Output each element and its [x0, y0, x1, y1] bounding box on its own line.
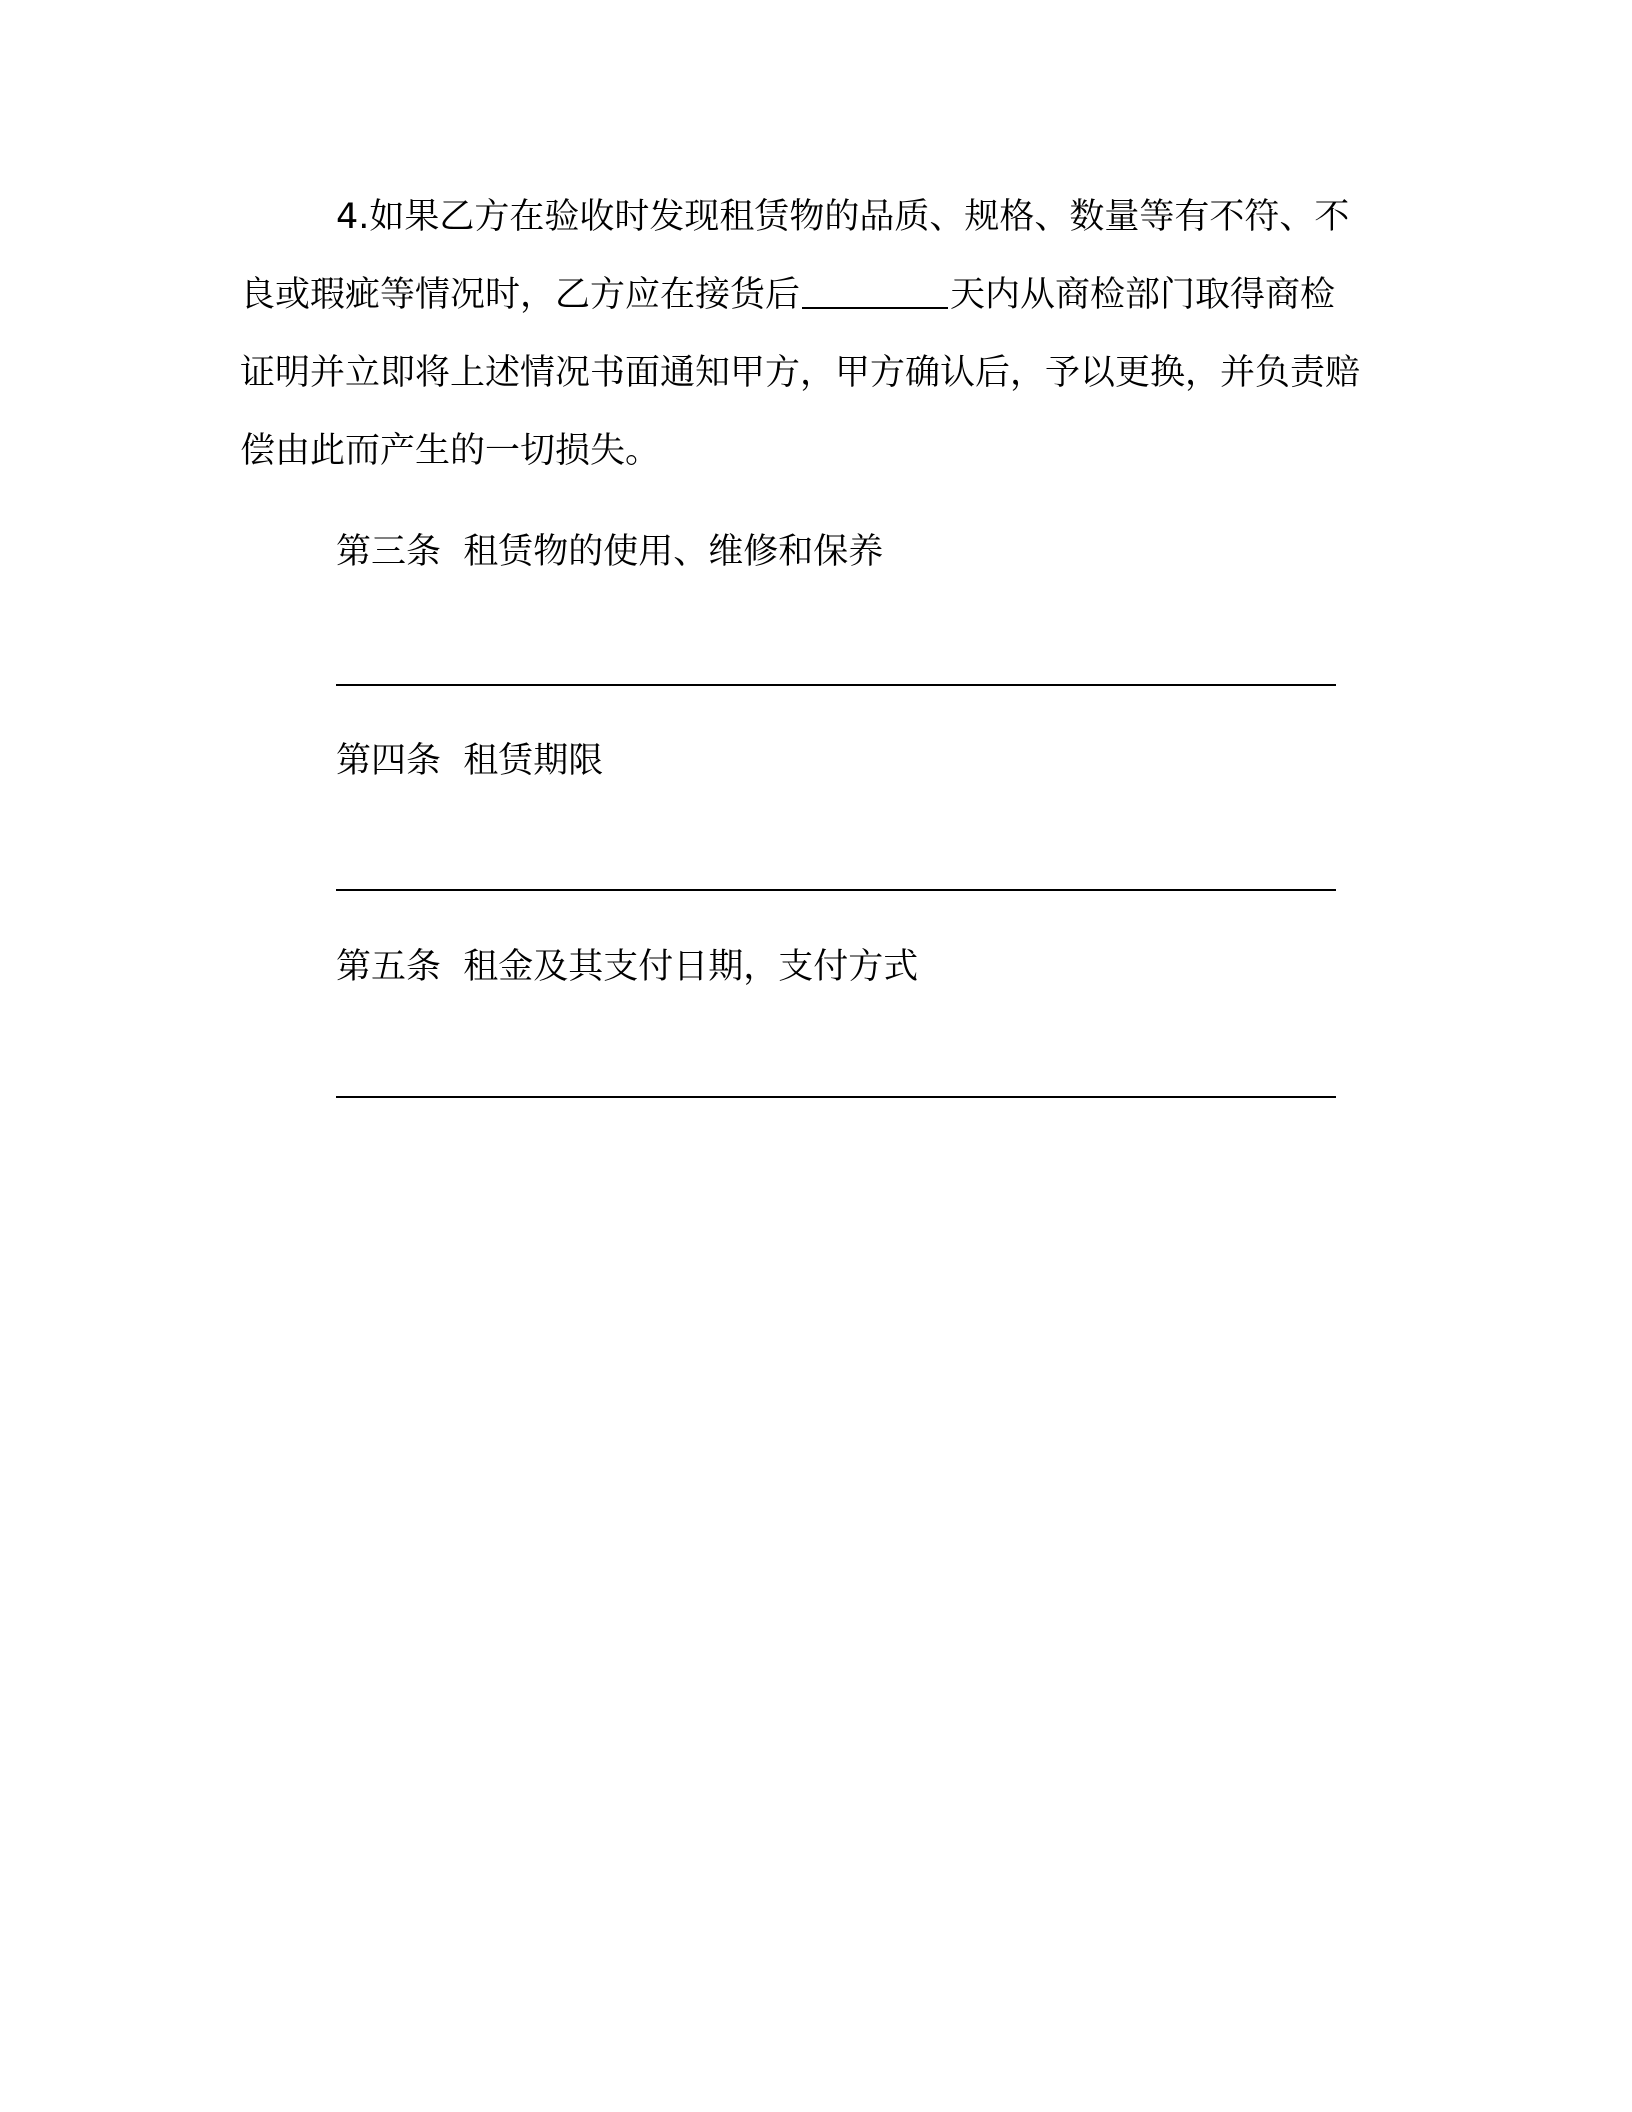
section-4-heading: 第四条 租赁期限: [336, 741, 604, 781]
section-5-heading: 第五条 租金及其支付日期，支付方式: [336, 947, 919, 987]
clause-4-text-before-blank: 4.如果乙方在验收时发现租赁物的品质、规格、数量等有不符、不良或瑕疵等情况时，乙方应在接货后: [240, 197, 1350, 315]
clause-4-paragraph: [240, 178, 1360, 490]
section-4-fill-line[interactable]: [336, 889, 1336, 891]
section-5-fill-line[interactable]: [336, 1096, 1336, 1098]
section-3-fill-line[interactable]: [336, 684, 1336, 686]
days-blank-field[interactable]: [802, 307, 948, 309]
clause-4-text-after-blank: 天内从商检部门取得商检证明并立即将上述情况书面通知甲方，甲方确认后，予以更换，并负责赔偿由此而产生的一切损失。: [240, 275, 1361, 471]
section-3-heading: 第三条 租赁物的使用、维修和保养: [336, 532, 884, 572]
